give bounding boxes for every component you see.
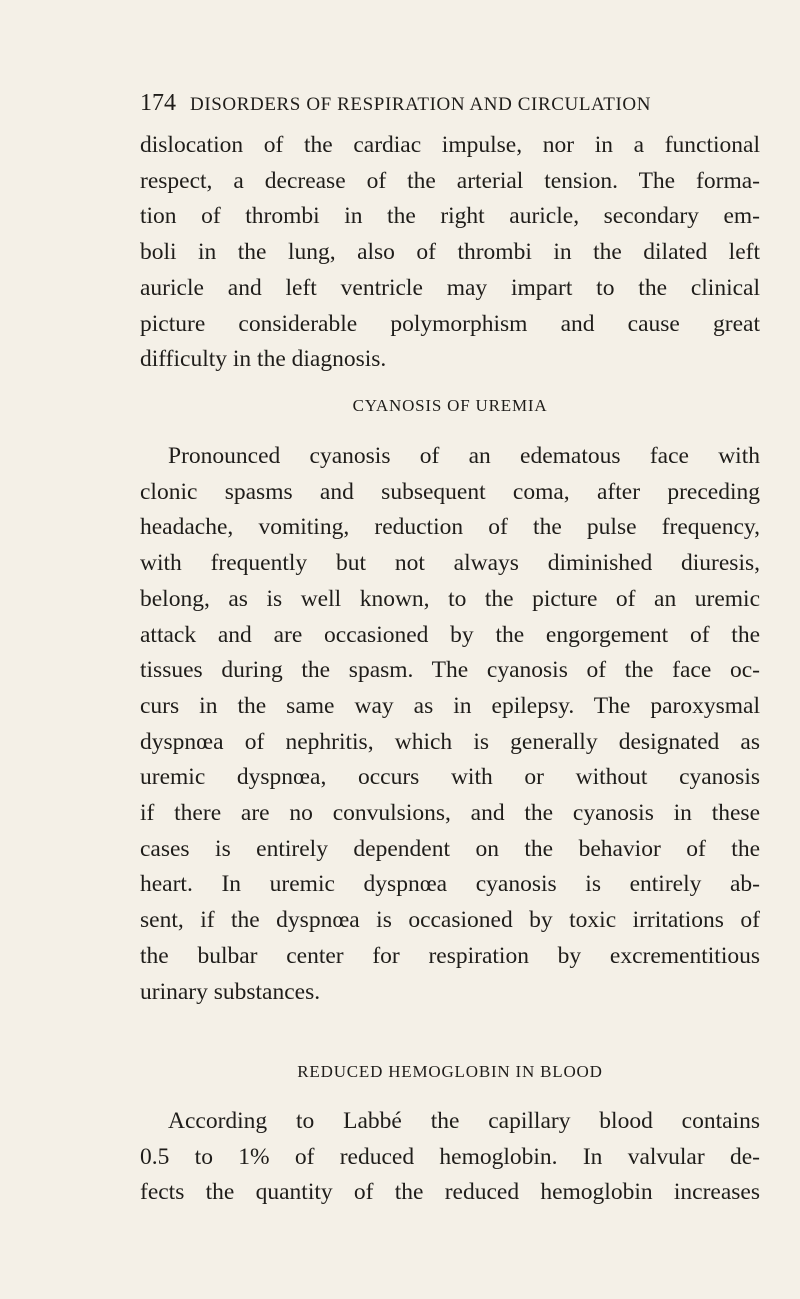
text-line: Pronounced cyanosis of an edematous face with	[168, 443, 760, 469]
text-line: the bulbar center for respiration by excrementitious	[140, 942, 760, 969]
running-head	[140, 90, 760, 117]
section-heading-reduced-hemoglobin: REDUCED HEMOGLOBIN IN BLOOD	[297, 1062, 603, 1081]
text-line: clonic spasms and subsequent coma, after preceding	[140, 478, 760, 505]
paragraph-continuation	[140, 128, 760, 378]
text-line: boli in the lung, also of thrombi in the dilated left	[140, 239, 760, 266]
text-line: tion of thrombi in the right auricle, secondary em-	[140, 203, 760, 230]
text-line: tissues during the spasm. The cyanosis of the face oc-	[140, 657, 760, 684]
text-line: headache, vomiting, reduction of the pulse frequency,	[140, 514, 760, 541]
running-title: DISORDERS OF RESPIRATION AND CIRCULATION	[190, 94, 652, 115]
paragraph	[140, 439, 760, 1010]
text-line: with frequently but not always diminished diuresis,	[140, 550, 760, 577]
section-reduced-hemoglobin	[140, 1104, 760, 1211]
text-line: 0.5 to 1% of reduced hemoglobin. In valvular de-	[140, 1143, 760, 1170]
text-line: heart. In uremic dyspnœa cyanosis is entirely ab-	[140, 871, 760, 898]
text-line: curs in the same way as in epilepsy. The paroxysmal	[140, 692, 760, 719]
section-heading-cyanosis-of-uremia: CYANOSIS OF UREMIA	[352, 396, 548, 415]
text-line: fects the quantity of the reduced hemoglobin increases	[140, 1179, 760, 1206]
text-line: auricle and left ventricle may impart to the clinical	[140, 274, 760, 301]
paragraph	[140, 128, 760, 378]
text-line: attack and are occasioned by the engorgement of the	[140, 621, 760, 648]
text-line: dislocation of the cardiac impulse, nor in a functional	[140, 132, 760, 158]
text-line: cases is entirely dependent on the behavior of the	[140, 835, 760, 862]
text-line: respect, a decrease of the arterial tension. The forma-	[140, 167, 760, 194]
text-line: belong, as is well known, to the picture of an uremic	[140, 585, 760, 612]
text-line: dyspnœa of nephritis, which is generally designated as	[140, 728, 760, 755]
text-line: if there are no convulsions, and the cyanosis in these	[140, 800, 760, 827]
section-cyanosis-of-uremia	[140, 439, 760, 1010]
paragraph	[140, 1104, 760, 1211]
text-line: difficulty in the diagnosis.	[140, 346, 387, 373]
page-number: 174	[140, 90, 176, 116]
text-line: picture considerable polymorphism and cause great	[140, 310, 760, 337]
text-line: According to Labbé the capillary blood contains	[168, 1108, 760, 1134]
text-line: urinary substances.	[140, 978, 321, 1005]
text-line: sent, if the dyspnœa is occasioned by toxic irritations of	[140, 907, 760, 934]
text-line: uremic dyspnœa, occurs with or without cyanosis	[140, 764, 760, 791]
